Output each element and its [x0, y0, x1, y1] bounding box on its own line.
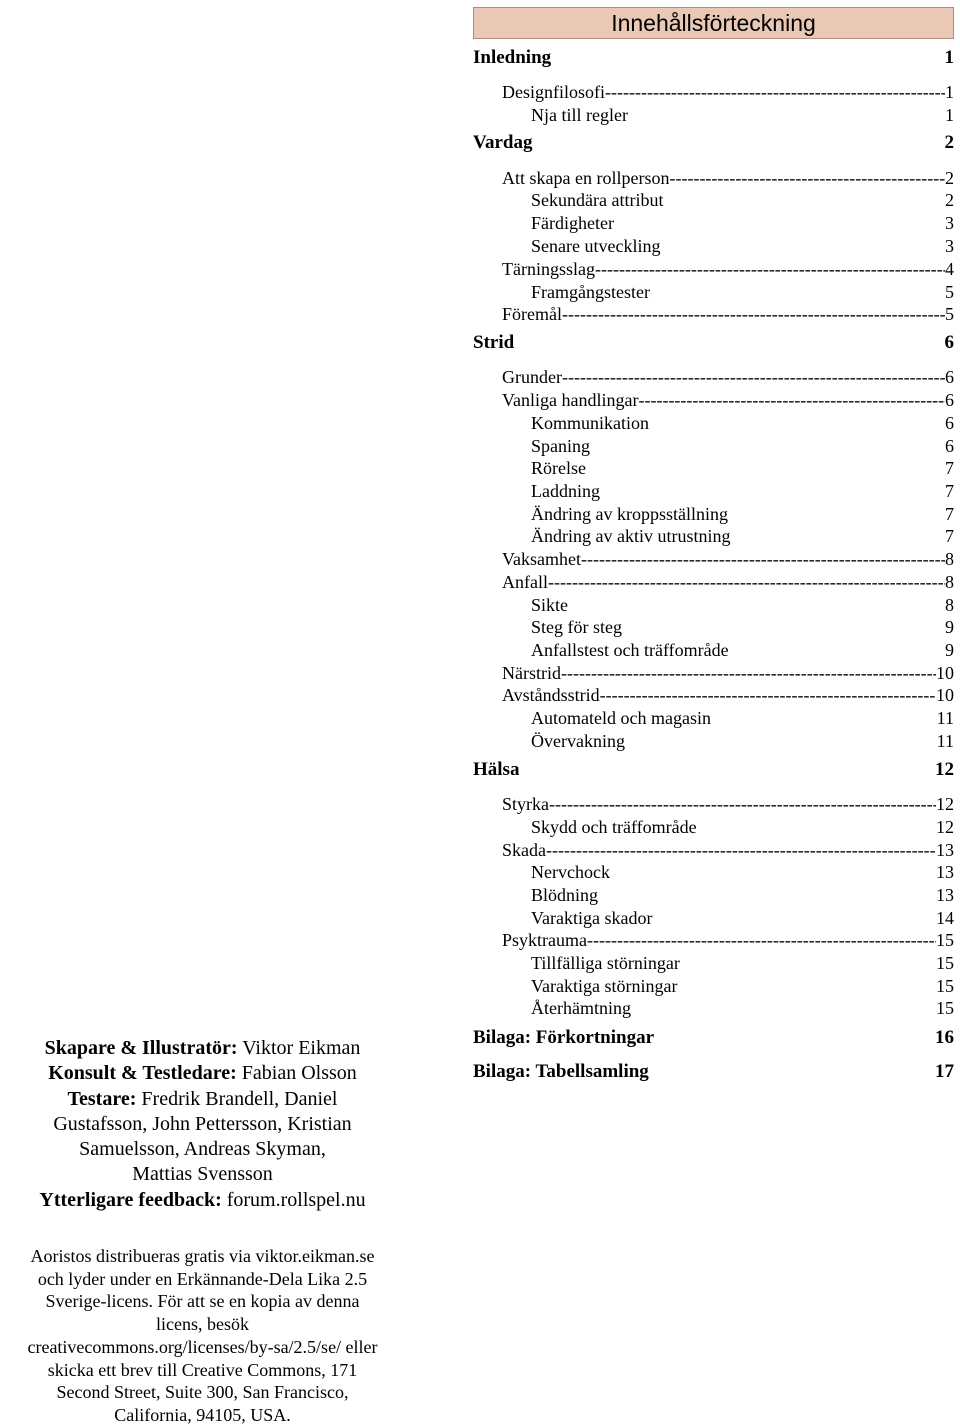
toc-page-number: 16	[935, 1027, 954, 1048]
toc-entry-title: Sikte	[531, 595, 569, 615]
dash-leader	[562, 303, 945, 325]
toc-entry-title: Strid	[473, 332, 515, 353]
credit-testers-cont: Samuelsson, Andreas Skyman,	[79, 1138, 326, 1161]
toc-subentry	[473, 212, 954, 234]
toc-page-number: 11	[936, 708, 954, 728]
toc-entry-title: Varaktiga skador	[531, 908, 653, 928]
toc-subentry	[473, 412, 954, 434]
dash-leader	[548, 571, 945, 593]
toc-section	[473, 130, 954, 156]
toc-subentry	[473, 975, 954, 997]
toc-entry	[473, 571, 954, 593]
toc-entry-title: Framgångstester	[531, 282, 650, 302]
toc-entry-title: Bilaga: Tabellsamling	[473, 1061, 649, 1082]
toc-subentry	[473, 997, 954, 1019]
toc-entry-title: Nja till regler	[531, 105, 628, 125]
toc-page-number: 7	[945, 458, 954, 478]
toc-page-number: 12	[936, 817, 954, 837]
toc-page-number: 6	[945, 413, 954, 433]
toc-entry-title: Ändring av kroppsställning	[531, 504, 728, 524]
toc-page-number: 3	[945, 213, 954, 233]
toc-subentry	[473, 884, 954, 906]
toc-entry-title: Varaktiga störningar	[531, 976, 678, 996]
toc-page-number: 8	[945, 595, 954, 615]
dash-leader	[595, 258, 945, 280]
toc-page-number: 3	[945, 236, 954, 256]
toc-page-number: 6	[945, 390, 954, 410]
toc-entry-title: Föremål	[502, 304, 562, 324]
toc-entry-title: Färdigheter	[531, 213, 614, 233]
toc-page-number: 6	[944, 332, 954, 353]
toc-entry-title: Laddning	[531, 481, 600, 501]
toc-section	[473, 330, 954, 356]
toc-entry-title: Inledning	[473, 47, 552, 68]
toc-entry-title: Tillfälliga störningar	[531, 953, 680, 973]
toc-page-number: 7	[945, 526, 954, 546]
license-line: Aoristos distribueras gratis via viktor.eikman.se	[30, 1246, 375, 1266]
toc-subentry	[473, 235, 954, 257]
toc-entry-title: Anfallstest och träffområde	[531, 640, 729, 660]
toc-subentry	[473, 639, 954, 661]
credit-consultant	[0, 1061, 405, 1086]
license-notice	[0, 1245, 405, 1427]
toc-entry-title: Anfall	[502, 572, 548, 592]
toc-entry-title: Vaksamhet	[502, 549, 581, 569]
toc-entry-title: Psyktrauma	[502, 930, 587, 950]
dash-leader	[549, 793, 936, 815]
toc-subentry	[473, 907, 954, 929]
credit-label: Ytterligare feedback:	[39, 1188, 222, 1211]
toc-entry	[473, 389, 954, 411]
toc-page-number: 6	[945, 436, 954, 456]
toc-section	[473, 757, 954, 783]
toc-entry-title: Återhämtning	[531, 998, 631, 1018]
toc-entry-title: Hälsa	[473, 759, 520, 780]
toc-entry-title: Skydd och träffområde	[531, 817, 697, 837]
dash-leader	[581, 548, 945, 570]
credit-testers	[0, 1087, 405, 1112]
credit-feedback	[0, 1188, 405, 1213]
toc-page-number: 4	[945, 259, 954, 279]
license-line: och lyder under en Erkännande-Dela Lika 2.5	[37, 1268, 368, 1289]
toc-page-number: 15	[936, 998, 954, 1018]
toc-subentry	[473, 281, 954, 303]
toc-entry-title: Designfilosofi	[502, 82, 605, 102]
dash-leader	[561, 662, 936, 684]
toc-page-number: 5	[945, 282, 954, 302]
credit-value: Fredrik Brandell, Daniel	[141, 1087, 338, 1110]
toc-subentry	[473, 816, 954, 838]
toc-page-number: 1	[945, 82, 954, 102]
dash-leader	[546, 839, 936, 861]
toc-entry-title: Bilaga: Förkortningar	[473, 1027, 655, 1048]
toc-entry	[473, 167, 954, 189]
toc-entry-title: Rörelse	[531, 458, 586, 478]
toc-heading: Innehållsförteckning	[473, 7, 954, 39]
dash-leader	[638, 389, 945, 411]
toc-subentry	[473, 189, 954, 211]
toc-section	[473, 1059, 954, 1085]
toc-entry-title: Övervakning	[531, 731, 625, 751]
credit-label: Testare:	[67, 1087, 137, 1110]
toc-page-number: 12	[936, 794, 954, 814]
toc-entry-title: Nervchock	[531, 862, 610, 882]
toc-entry	[473, 929, 954, 951]
license-line: licens, besök	[156, 1314, 249, 1335]
toc-page-number: 5	[945, 304, 954, 324]
toc-entry-title: Närstrid	[502, 663, 561, 683]
toc-subentry	[473, 616, 954, 638]
toc-subentry	[473, 480, 954, 502]
toc-section	[473, 45, 954, 71]
toc-subentry	[473, 435, 954, 457]
toc-entry	[473, 366, 954, 388]
toc-page-number: 15	[936, 976, 954, 996]
toc-subentry	[473, 457, 954, 479]
toc-subentry	[473, 503, 954, 525]
toc-page-number: 11	[936, 731, 954, 751]
dash-leader	[605, 81, 945, 103]
license-line: California, 94105, USA.	[114, 1404, 291, 1425]
toc-entry-title: Sekundära attribut	[531, 190, 664, 210]
credit-testers-cont: Mattias Svensson	[132, 1163, 273, 1186]
toc-entry	[473, 839, 954, 861]
toc-page-number: 17	[935, 1061, 954, 1082]
credit-testers-cont: Gustafsson, John Pettersson, Kristian	[53, 1112, 352, 1135]
license-line: Sverige-licens. För att se en kopia av denna	[45, 1291, 360, 1312]
toc-entry-title: Skada	[502, 840, 546, 860]
toc-entry-title: Senare utveckling	[531, 236, 661, 256]
toc-page-number: 1	[944, 47, 954, 68]
toc-section	[473, 1025, 954, 1051]
toc-page-number: 15	[936, 953, 954, 973]
dash-leader	[562, 366, 945, 388]
toc-entry-title: Styrka	[502, 794, 549, 814]
toc-entry	[473, 793, 954, 815]
dash-leader	[669, 167, 945, 189]
toc-subentry	[473, 525, 954, 547]
toc-entry-title: Spaning	[531, 436, 591, 456]
toc-page-number: 7	[945, 504, 954, 524]
toc-subentry	[473, 730, 954, 752]
toc-page-number: 10	[936, 663, 954, 683]
toc-entry	[473, 81, 954, 103]
toc-page-number: 6	[945, 367, 954, 387]
license-line: Second Street, Suite 300, San Francisco,	[56, 1382, 349, 1403]
toc-entry-title: Kommunikation	[531, 413, 649, 433]
toc-subentry	[473, 707, 954, 729]
toc-subentry	[473, 861, 954, 883]
toc-page-number: 1	[945, 105, 954, 125]
credit-label: Konsult & Testledare:	[48, 1062, 237, 1085]
toc-page-number: 15	[936, 930, 954, 950]
license-line: skicka ett brev till Creative Commons, 171	[47, 1359, 358, 1380]
credit-label: Skapare & Illustratör:	[44, 1037, 238, 1059]
toc-page-number: 13	[936, 840, 954, 860]
toc-subentry	[473, 104, 954, 126]
credit-value: Viktor Eikman	[242, 1037, 361, 1059]
toc-entry-title: Tärningsslag	[502, 259, 595, 279]
credits-block	[0, 1036, 405, 1213]
toc-entry-title: Blödning	[531, 885, 599, 905]
dash-leader	[587, 929, 936, 951]
toc-entry-title: Avståndsstrid	[502, 685, 600, 705]
toc-subentry	[473, 952, 954, 974]
toc-page-number: 2	[945, 190, 954, 210]
toc-entry	[473, 303, 954, 325]
credit-creator	[0, 1036, 405, 1061]
toc-page-number: 13	[936, 862, 954, 882]
toc-entry	[473, 684, 954, 706]
license-line: creativecommons.org/licenses/by-sa/2.5/se/ eller	[27, 1336, 378, 1357]
toc-entry-title: Automateld och magasin	[531, 708, 711, 728]
toc-entry-title: Steg för steg	[531, 617, 622, 637]
toc-entry-title: Vanliga handlingar	[502, 390, 639, 410]
toc-entry-title: Att skapa en rollperson	[502, 168, 670, 188]
dash-leader	[600, 684, 936, 706]
toc-entry	[473, 548, 954, 570]
credit-value: Fabian Olsson	[241, 1062, 357, 1085]
toc-subentry	[473, 594, 954, 616]
toc-entry-title: Vardag	[473, 132, 533, 153]
toc-entry-title: Grunder	[502, 367, 562, 387]
toc-page-number: 14	[936, 908, 954, 928]
toc-page-number: 2	[945, 168, 954, 188]
toc-page-number: 9	[945, 617, 954, 637]
toc-page-number: 8	[945, 572, 954, 592]
toc-page-number: 7	[945, 481, 954, 501]
toc-entry-title: Ändring av aktiv utrustning	[531, 526, 731, 546]
toc-page-number: 8	[945, 549, 954, 569]
toc-entry	[473, 662, 954, 684]
toc-entry	[473, 258, 954, 280]
toc-page-number: 2	[944, 132, 954, 153]
credit-value: forum.rollspel.nu	[226, 1188, 366, 1211]
toc-page-number: 12	[935, 759, 954, 780]
toc-page-number: 9	[945, 640, 954, 660]
toc-page-number: 10	[936, 685, 954, 705]
toc-page-number: 13	[936, 885, 954, 905]
